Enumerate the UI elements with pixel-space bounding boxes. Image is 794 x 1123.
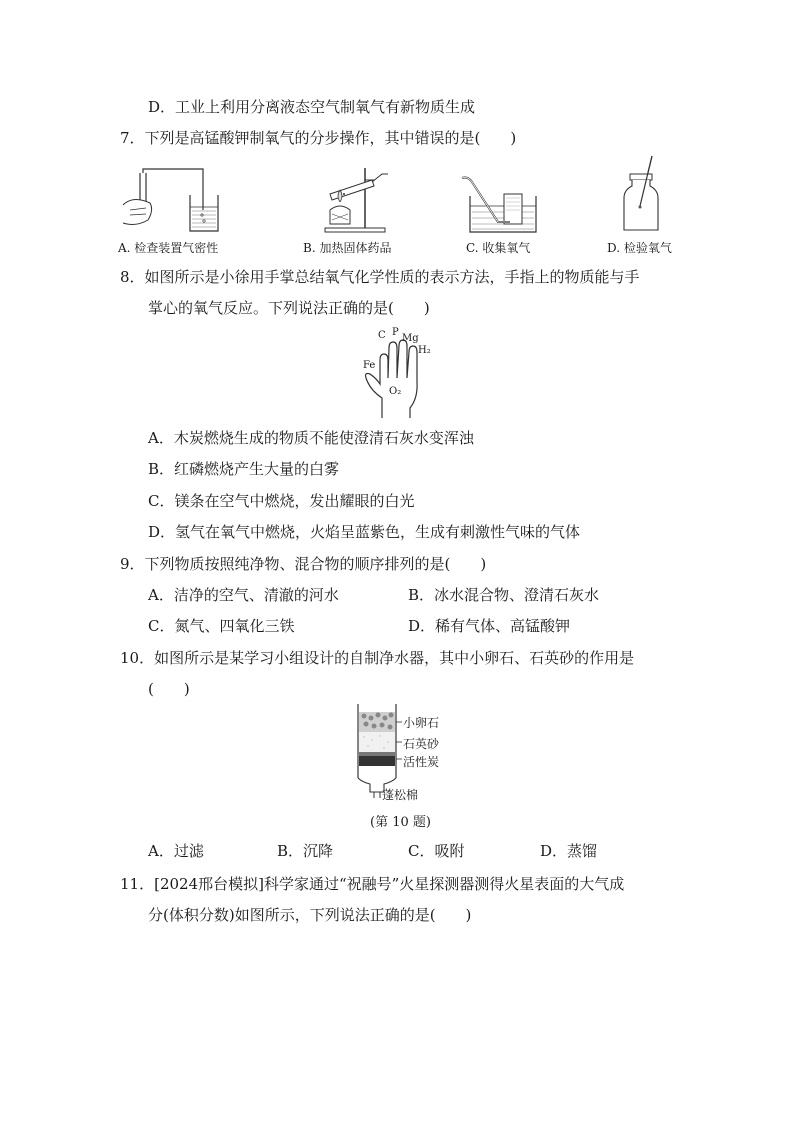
q7-caption-b: B. 加热固体药品 (303, 241, 392, 255)
q6-option-d: D．工业上利用分离液态空气制氧气有新物质生成 (148, 98, 476, 116)
q8-stem-line2: 掌心的氧气反应。下列说法正确的是( ) (148, 299, 430, 317)
q9-option-a: A．洁净的空气、清澈的河水 (148, 586, 339, 604)
q9-stem: 9．下列物质按照纯净物、混合物的顺序排列的是( ) (120, 555, 487, 573)
q7-caption-a: A. 检查装置气密性 (118, 241, 219, 255)
q8-label-c: C (378, 330, 386, 341)
q7-figure-d (616, 156, 666, 236)
q8-option-d: D．氢气在氧气中燃烧，火焰呈蓝紫色，生成有刺激性气味的气体 (148, 523, 581, 541)
q7-figure-a (118, 165, 228, 235)
q10-option-c: C．吸附 (408, 842, 465, 860)
q10-figure-caption: (第 10 题) (370, 815, 431, 830)
q8-label-fe: Fe (363, 360, 376, 371)
q10-option-a: A．过滤 (148, 842, 204, 860)
q10-label-carbon: 活性炭 (403, 755, 440, 769)
q10-stem-line1: 10．如图所示是某学习小组设计的自制净水器，其中小卵石、石英砂的作用是 (120, 649, 635, 667)
q10-stem-line2: ( ) (148, 680, 190, 698)
q10-label-sand: 石英砂 (403, 737, 440, 751)
q8-label-p: P (392, 327, 399, 338)
q9-option-b: B．冰水混合物、澄清石灰水 (408, 586, 600, 604)
q9-option-c: C．氮气、四氧化三铁 (148, 617, 295, 635)
q7-stem: 7．下列是高锰酸钾制氧气的分步操作，其中错误的是( ) (120, 129, 517, 147)
q8-option-c: C．镁条在空气中燃烧，发出耀眼的白光 (148, 492, 415, 510)
q7-figure-c (462, 172, 542, 234)
q10-label-cotton: 蓬松棉 (382, 788, 419, 802)
q7-caption-d: D. 检验氧气 (607, 241, 672, 255)
q8-option-b: B．红磷燃烧产生大量的白雾 (148, 460, 340, 478)
q11-stem-line1: 11．[2024邢台模拟]科学家通过“祝融号”火星探测器测得火星表面的大气成 (120, 875, 625, 893)
q7-figure-b (320, 162, 400, 234)
q10-label-pebble: 小卵石 (403, 716, 440, 730)
q8-stem-line1: 8．如图所示是小徐用手掌总结氧气化学性质的表示方法，手指上的物质能与手 (120, 268, 640, 286)
q11-stem-line2: 分(体积分数)如图所示，下列说法正确的是( ) (148, 906, 472, 924)
q10-option-d: D．蒸馏 (540, 842, 598, 860)
q8-label-h2: H₂ (418, 345, 431, 356)
q8-label-o2: O₂ (389, 386, 402, 397)
q10-option-b: B．沉降 (277, 842, 334, 860)
q7-caption-c: C. 收集氧气 (466, 241, 531, 255)
q9-option-d: D．稀有气体、高锰酸钾 (408, 617, 571, 635)
q8-label-mg: Mg (402, 333, 419, 344)
q8-option-a: A．木炭燃烧生成的物质不能使澄清石灰水变浑浊 (148, 429, 474, 447)
q10-filter-figure (352, 702, 402, 798)
